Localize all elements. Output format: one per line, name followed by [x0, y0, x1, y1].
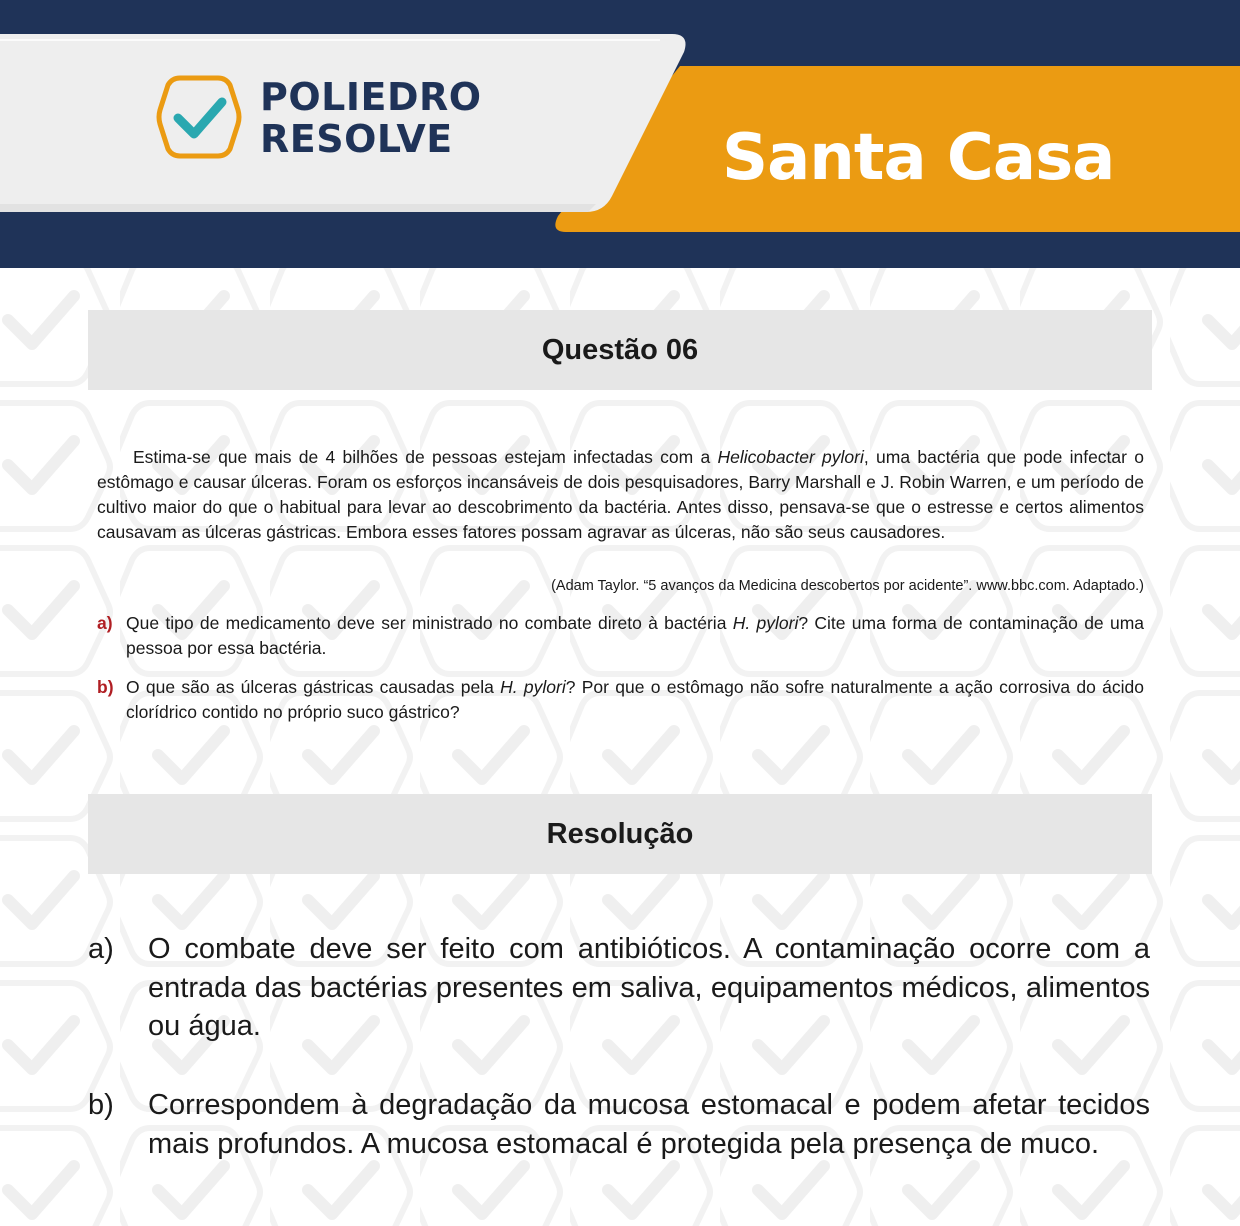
- question-item-species: H. pylori: [500, 677, 566, 697]
- answer-a: [88, 930, 1150, 1046]
- resolution-title-banner: [88, 794, 1152, 874]
- answer-marker: a): [88, 933, 114, 965]
- statement-species: Helicobacter pylori: [717, 447, 864, 467]
- logo-line-2: RESOLVE: [260, 117, 453, 161]
- resolution-title: Resolução: [546, 817, 694, 850]
- question-item-species: H. pylori: [732, 613, 799, 633]
- question-item-text: [126, 675, 1144, 725]
- answer-text: O combate deve ser feito com antibióticos. A contaminação ocorre com a entrada das bactérias presentes em saliva, equipamentos médicos, alimentos ou água.: [148, 933, 1150, 1042]
- question-item-text-2: ? Por que o estômago não sofre naturalmente a ação corrosiva do ácido clorídrico contido no próprio suco gástrico?: [126, 677, 1144, 722]
- question-item-a: [97, 611, 1144, 661]
- question-item-marker: b): [97, 677, 114, 697]
- question-item-text-2: ? Cite uma forma de contaminação de uma pessoa por essa bactéria.: [126, 613, 1145, 658]
- logo-line-1: POLIEDRO: [260, 75, 482, 119]
- question-item-b: [97, 675, 1144, 725]
- question-title-banner: [88, 310, 1152, 390]
- answer-text: Correspondem à degradação da mucosa estomacal e podem afetar tecidos mais profundos. A mucosa estomacal é protegida pela presença de muco.: [148, 1089, 1150, 1160]
- question-item-text-1: O que são as úlceras gástricas causadas pela: [126, 677, 501, 697]
- statement-text-1: Estima-se que mais de 4 bilhões de pessoas estejam infectadas com a: [133, 447, 718, 467]
- question-title: Questão 06: [541, 333, 699, 366]
- statement-source: (Adam Taylor. “5 avanços da Medicina descobertos por acidente”. www.bbc.com. Adaptado.): [551, 578, 1144, 594]
- question-item-marker: a): [97, 613, 113, 633]
- question-item-text: [126, 611, 1144, 661]
- question-item-text-1: Que tipo de medicamento deve ser ministrado no combate direto à bactéria: [126, 613, 733, 633]
- exam-title: Santa Casa: [722, 121, 1115, 195]
- header: [0, 0, 1240, 268]
- answer-marker: b): [88, 1089, 114, 1121]
- check-hexagon-icon: [156, 72, 242, 162]
- statement-paragraph: [97, 445, 1144, 545]
- statement-text-2: , uma bactéria que pode infectar o estômago e causar úlceras. Foram os esforços incansáveis de dois pesquisadores, Barry Marshall e J. Robin Warren, e um período de cultivo maior do que o habitual para levar ao descobrimento da bactéria. Antes disso, pensava-se que o estresse e certos alimentos causavam as úlceras gástricas. Embora esses fatores possam agravar as úlceras, não são seus causadores.: [97, 447, 1144, 542]
- answer-b: [88, 1086, 1150, 1163]
- logo-wordmark: [260, 76, 482, 160]
- background-checkmark-pattern: [0, 268, 1240, 1226]
- question-statement: [97, 445, 1144, 545]
